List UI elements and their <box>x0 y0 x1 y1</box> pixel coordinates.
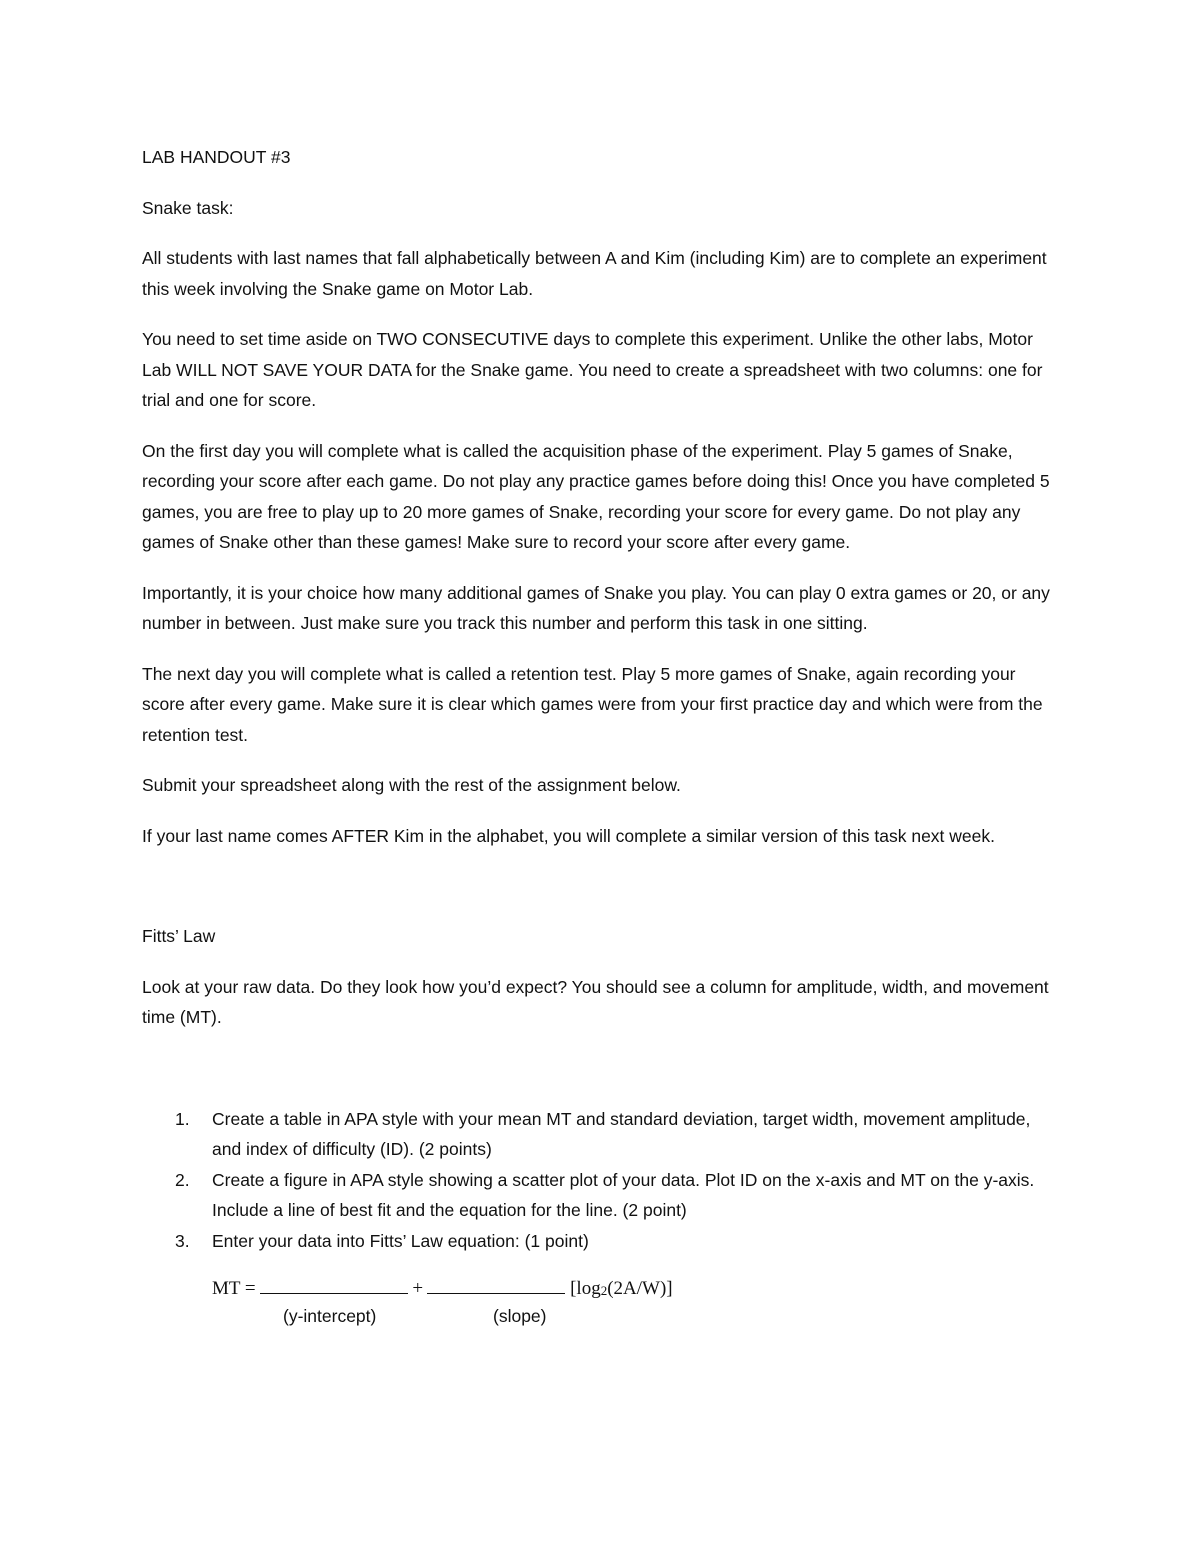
list-item-text: Create a table in APA style with your mean MT and standard deviation, target width, movement amplitude, and index of difficulty (ID). (2 points) <box>212 1108 1031 1159</box>
list-item-number: 1. <box>175 1108 190 1129</box>
snake-paragraph: You need to set time aside on TWO CONSECUTIVE days to complete this experiment. Unlike the other labs, Motor Lab WILL NOT SAVE YOUR DATA for the Snake game. You need to create a spreadsheet with two columns: one for trial and one for score. <box>142 329 1043 410</box>
snake-paragraph: Submit your spreadsheet along with the rest of the assignment below. <box>142 775 681 795</box>
section-spacer <box>142 871 1062 921</box>
list-item-text: Create a figure in APA style showing a scatter plot of your data. Plot ID on the x-axis and MT on the y-axis. Include a line of best fit and the equation for the line. (2 point) <box>212 1169 1035 1220</box>
snake-heading: Snake task: <box>142 197 234 218</box>
snake-paragraph: All students with last names that fall alphabetically between A and Kim (including Kim) are to complete an experiment this week involving the Snake game on Motor Lab. <box>142 248 1047 299</box>
fitts-equation <box>212 1274 1062 1334</box>
list-item <box>142 1165 1062 1226</box>
snake-paragraph: Importantly, it is your choice how many additional games of Snake you play. You can play 0 extra games or 20, or any number in between. Just make sure you track this number and perform this task in one sitting. <box>142 582 1050 633</box>
equation-log-argument: (2A/W)] <box>607 1278 673 1299</box>
equation-row <box>212 1274 673 1307</box>
assignment-list <box>142 1104 1062 1257</box>
equation-lhs: MT = <box>212 1278 256 1299</box>
intercept-blank <box>260 1275 408 1294</box>
snake-paragraph: If your last name comes AFTER Kim in the alphabet, you will complete a similar version of this task next week. <box>142 825 995 846</box>
snake-paragraph: The next day you will complete what is called a retention test. Play 5 more games of Snake, again recording your score after every game. Make sure it is clear which games were from your first practice day and which were from the retention test. <box>142 663 1043 745</box>
slope-blank <box>427 1275 565 1294</box>
intercept-label: (y-intercept) <box>283 1306 377 1326</box>
slope-label: (slope) <box>493 1306 547 1326</box>
equation-plus: + <box>412 1278 424 1299</box>
list-item <box>142 1104 1062 1165</box>
list-item <box>142 1226 1062 1257</box>
list-item-text: Enter your data into Fitts’ Law equation: (1 point) <box>212 1230 589 1251</box>
section-spacer <box>142 1053 1062 1104</box>
document-body <box>142 142 1062 1334</box>
fitts-heading: Fitts’ Law <box>142 926 216 946</box>
list-item-number: 3. <box>175 1230 190 1251</box>
snake-paragraph: On the first day you will complete what is called the acquisition phase of the experiment. Play 5 games of Snake, recording your score after each game. Do not play any practice games before doing this! Once you have completed 5 games, you are free to play up to 20 more games of Snake, recording your score for every game. Do not play any games of Snake other than these games! Make sure to record your score after every game. <box>142 440 1050 552</box>
fitts-intro: Look at your raw data. Do they look how you’d expect? You should see a column for amplitude, width, and movement time (MT). <box>142 976 1049 1027</box>
equation-log-base: 2 <box>600 1283 608 1298</box>
equation-log: [log <box>570 1278 601 1299</box>
page-title: LAB HANDOUT #3 <box>142 147 291 167</box>
list-item-number: 2. <box>175 1169 190 1190</box>
